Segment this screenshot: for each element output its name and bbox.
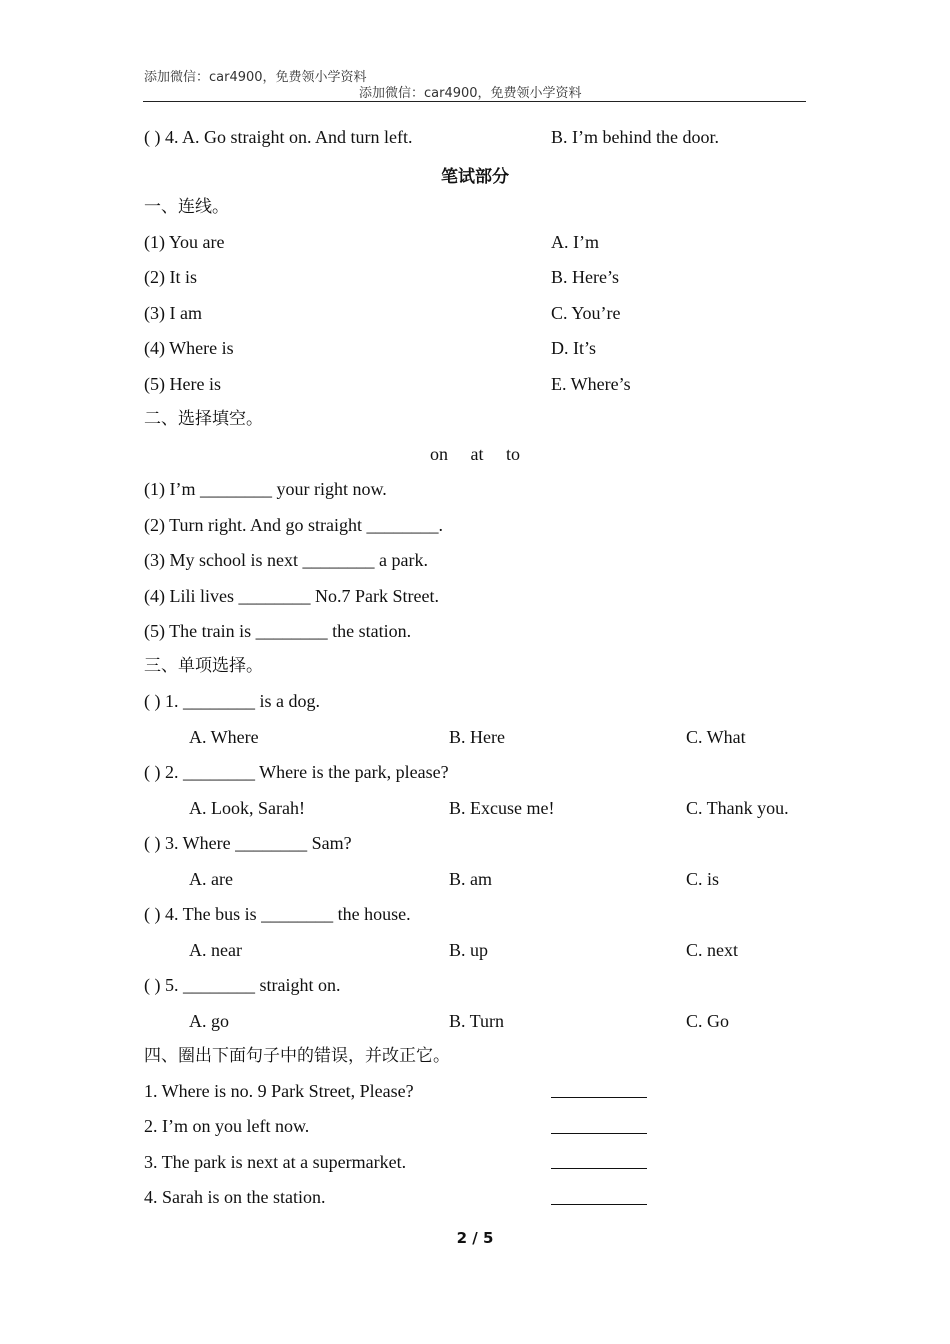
match-right-item: C. You’re — [551, 303, 621, 323]
fill-blank-item: (2) Turn right. And go straight ________. — [144, 515, 444, 535]
option-b: B. Excuse me! — [449, 798, 555, 818]
answer-blank — [551, 1204, 647, 1205]
option-c: C. What — [686, 727, 746, 747]
option-b: B. Turn — [449, 1011, 505, 1031]
option-c: C. next — [686, 940, 738, 960]
choice-question: ( ) 4. The bus is ________ the house. — [144, 904, 411, 924]
match-left-item: (2) It is — [144, 267, 197, 287]
option-a: A. are — [189, 869, 233, 889]
option-c: C. is — [686, 869, 720, 889]
match-right-item: B. Here’s — [551, 267, 619, 287]
choice-question: ( ) 1. ________ is a dog. — [144, 691, 320, 711]
match-right-item: D. It’s — [551, 338, 596, 358]
choice-question: ( ) 3. Where ________ Sam? — [144, 833, 352, 853]
correction-sentence: 3. The park is next at a supermarket. — [144, 1152, 407, 1172]
watermark-line-1: 添加微信：car4900，免费领小学资料 — [144, 70, 367, 85]
part2-heading: 二、选择填空。 — [144, 409, 263, 429]
option-b: B. Here — [449, 727, 505, 747]
option-b: B. am — [449, 869, 492, 889]
option-a: A. go — [189, 1011, 229, 1031]
answer-blank — [551, 1133, 647, 1134]
part3-heading: 三、单项选择。 — [144, 656, 263, 676]
match-left-item: (5) Here is — [144, 374, 221, 394]
fill-blank-item: (5) The train is ________ the station. — [144, 621, 412, 641]
word-bank-item: on — [429, 444, 448, 464]
option-a: A. Where — [189, 727, 259, 747]
part1-heading: 一、连线。 — [144, 197, 229, 217]
fill-blank-item: (1) I’m ________ your right now. — [144, 479, 387, 499]
option-c: C. Thank you. — [686, 798, 789, 818]
part4-heading: 四、圈出下面句子中的错误，并改正它。 — [144, 1046, 450, 1066]
listening-question-4-a: ( ) 4. A. Go straight on. And turn left. — [144, 127, 413, 147]
option-a: A. Look, Sarah! — [189, 798, 305, 818]
choice-question: ( ) 5. ________ straight on. — [144, 975, 341, 995]
answer-blank — [551, 1097, 647, 1098]
match-left-item: (3) I am — [144, 303, 202, 323]
fill-blank-item: (3) My school is next ________ a park. — [144, 550, 428, 570]
choice-question: ( ) 2. ________ Where is the park, please? — [144, 762, 449, 782]
listening-question-4-b: B. I’m behind the door. — [551, 127, 719, 147]
word-bank — [0, 443, 950, 465]
match-left-item: (4) Where is — [144, 338, 234, 358]
word-bank-item: at — [470, 444, 484, 464]
option-a: A. near — [189, 940, 242, 960]
correction-sentence: 2. I’m on you left now. — [144, 1116, 310, 1136]
option-c: C. Go — [686, 1011, 730, 1031]
header-divider — [143, 101, 806, 102]
watermark-line-2: 添加微信：car4900，免费领小学资料 — [359, 86, 582, 101]
fill-blank-item: (4) Lili lives ________ No.7 Park Street. — [144, 586, 439, 606]
answer-blank — [551, 1168, 647, 1169]
match-left-item: (1) You are — [144, 232, 225, 252]
word-bank-item: to — [505, 444, 520, 464]
correction-sentence: 1. Where is no. 9 Park Street, Please? — [144, 1081, 414, 1101]
correction-sentence: 4. Sarah is on the station. — [144, 1187, 326, 1207]
section-title: 笔试部分 — [441, 167, 509, 187]
option-b: B. up — [449, 940, 489, 960]
match-right-item: A. I’m — [551, 232, 599, 252]
page-number: 2 / 5 — [456, 1229, 494, 1247]
match-right-item: E. Where’s — [551, 374, 631, 394]
